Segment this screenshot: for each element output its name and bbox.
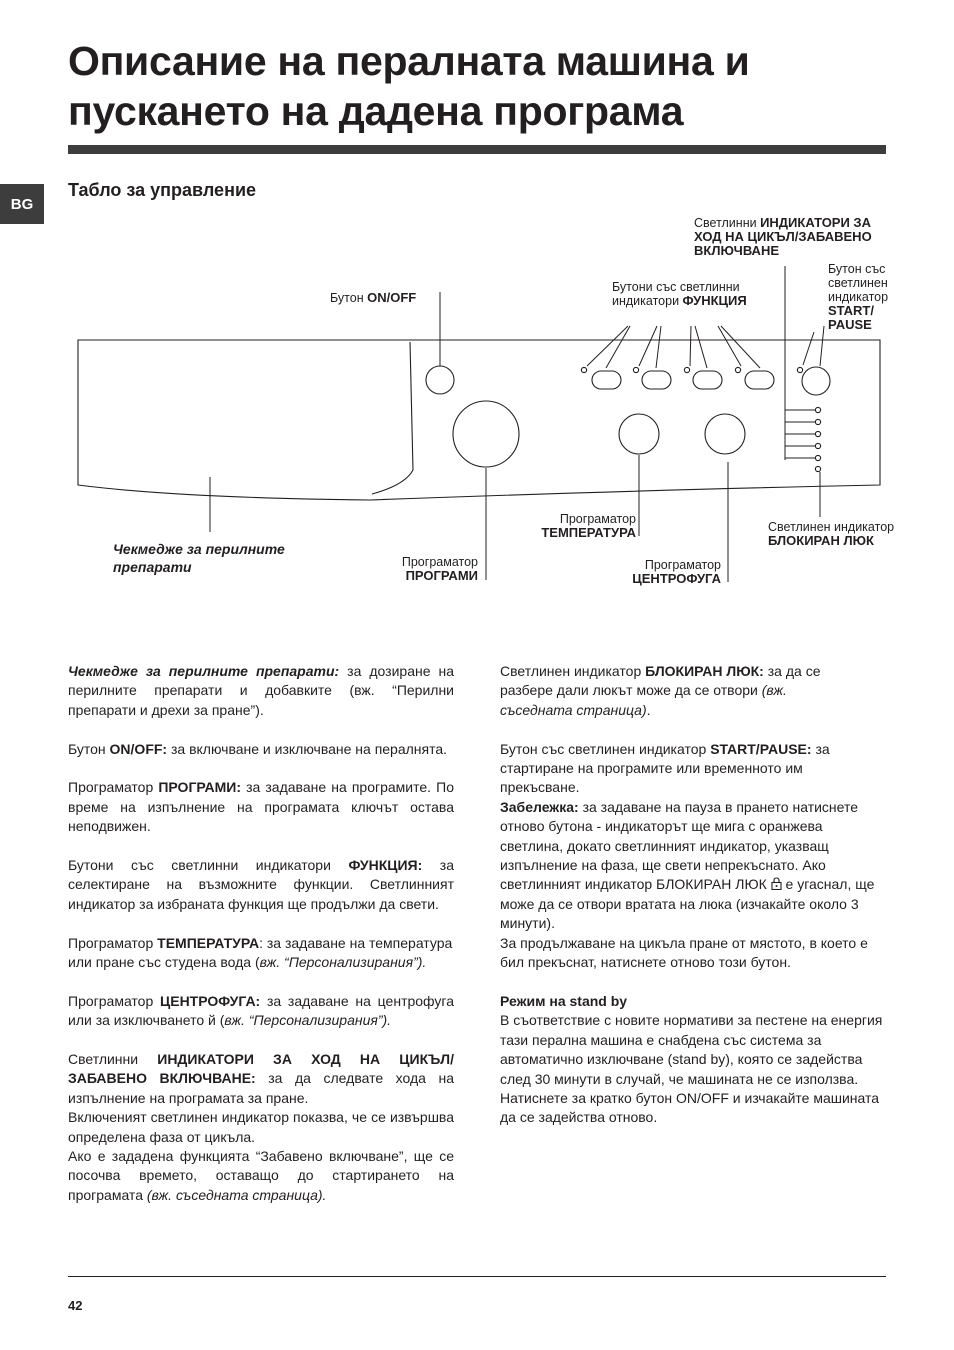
label-function-buttons: Бутони със светлинни индикатори ФУНКЦИЯ	[612, 280, 747, 308]
section-title: Табло за управление	[68, 180, 257, 200]
function-led-1	[581, 367, 586, 372]
startpause-led	[797, 367, 802, 372]
label-onoff: Бутон ON/OFF	[330, 290, 417, 305]
onoff-button-shape	[426, 366, 454, 394]
progress-led-4	[815, 443, 820, 448]
doorlock-led	[815, 466, 820, 471]
progress-led-3	[815, 431, 820, 436]
title-line-1: Описание на пералната машина и	[68, 38, 750, 84]
doorlock-description: Светлинен индикатор БЛОКИРАН ЛЮК: за да се разбере дали люкът може да се отвори (вж. съседната страница).	[500, 663, 821, 718]
title-line-2: пускането на дадена програма	[68, 88, 684, 134]
function-button-2	[642, 371, 671, 389]
standby-section: Режим на stand by В съответствие с новите нормативи за пестене на енергия тази перална машина е снабдена със система за автоматично изключване (stand by), която се задейства след 30 минути в случай, че машината не се използва. Натиснете за кратко бутон ON/OFF и изчакайте машината да се задейства отново.	[500, 992, 883, 1126]
function-led-4	[735, 367, 740, 372]
label-spin: Програматор ЦЕНТРОФУГА	[632, 558, 721, 586]
drawer-divider	[372, 342, 413, 494]
function-button-3	[693, 371, 722, 389]
spin-description: Програматор ЦЕНТРОФУГА: за задаване на центрофуга или за изключването й (вж. “Персонализирания”).	[68, 992, 454, 1029]
progress-description: Светлинни ИНДИКАТОРИ ЗА ХОД НА ЦИКЪЛ/ЗАБАВЕНО ВКЛЮЧВАНЕ: за да следвате хода на изпълнение на програмата за пране. Включеният светлинен индикатор показва, че се извършва определена фаза от цикъла. Ако е зададена функцията “Забавено включване”, ще се посочва времето, оставащо до стартирането на програмата (вж. съседната страница).	[68, 1051, 454, 1203]
footer-rule	[68, 1276, 886, 1277]
spin-knob-shape	[705, 414, 745, 454]
page-number: 42	[68, 1298, 83, 1313]
programs-description: Програматор ПРОГРАМИ: за задаване на програмите. По време на изпълнение на програмата ключът остава неподвижен.	[68, 779, 454, 835]
language-tab: BG	[0, 184, 44, 224]
temperature-description: Програматор ТЕМПЕРАТУРА: за задаване на температура или пране със студена вода (вж. “Персонализирания”).	[68, 934, 453, 971]
startpause-button-shape	[802, 367, 830, 395]
label-drawer: Чекмедже за перилните препарати	[113, 541, 285, 575]
panel-outline	[78, 340, 880, 500]
progress-led-5	[815, 455, 820, 460]
lock-icon	[771, 876, 782, 892]
progress-led-2	[815, 419, 820, 424]
function-description: Бутони със светлинни индикатори ФУНКЦИЯ: за селектиране на възможните функции. Светлинният индикатор за избраната функция ще продължи да свети.	[68, 857, 454, 912]
function-button-4	[745, 371, 774, 389]
temperature-knob-shape	[619, 414, 659, 454]
startpause-description: Бутон със светлинен индикатор START/PAUSE: за стартиране на програмите или временното им прекъсване. Забележка: за задаване на пауза в прането натиснете отново бутона - индикаторът ще мига с оранжева светлина, докато светлинният индикатор, указващ изпълнение на фаза, ще свети непрекъснато. Ако светлинният индикатор БЛОКИРАН ЛЮК е угаснал, ще може да се отвори вратата на люка (изчакайте около 3 минути). За продължаване на цикъла пране от мястото, в което е бил прекъснат, натиснете отново този бутон.	[500, 740, 875, 971]
label-doorlock: Светлинен индикатор БЛОКИРАН ЛЮК	[768, 520, 895, 548]
progress-led-1	[815, 407, 820, 412]
function-led-2	[633, 367, 638, 372]
label-startpause: Бутон със светлинен индикатор START/ PAUSE	[828, 262, 889, 332]
function-button-1	[592, 371, 621, 389]
label-temperature: Програматор ТЕМПЕРАТУРА	[541, 512, 636, 540]
label-progress-indicators: Светлинни ИНДИКАТОРИ ЗА ХОД НА ЦИКЪЛ/ЗАБАВЕНО ВКЛЮЧВАНЕ	[694, 215, 872, 258]
onoff-description: Бутон ON/OFF: за включване и изключване на пералнята.	[68, 740, 448, 757]
label-programs: Програматор ПРОГРАМИ	[401, 555, 478, 583]
drawer-description: Чекмедже за перилните препарати: за дозиране на перилните препарати и добавките (вж. “Перилни препарати и дрехи за пране”).	[68, 663, 454, 718]
right-column	[500, 662, 886, 1128]
function-led-3	[684, 367, 689, 372]
left-column	[68, 662, 454, 1205]
standby-title: Режим на stand by	[500, 992, 628, 1009]
programs-knob-shape	[453, 401, 519, 467]
